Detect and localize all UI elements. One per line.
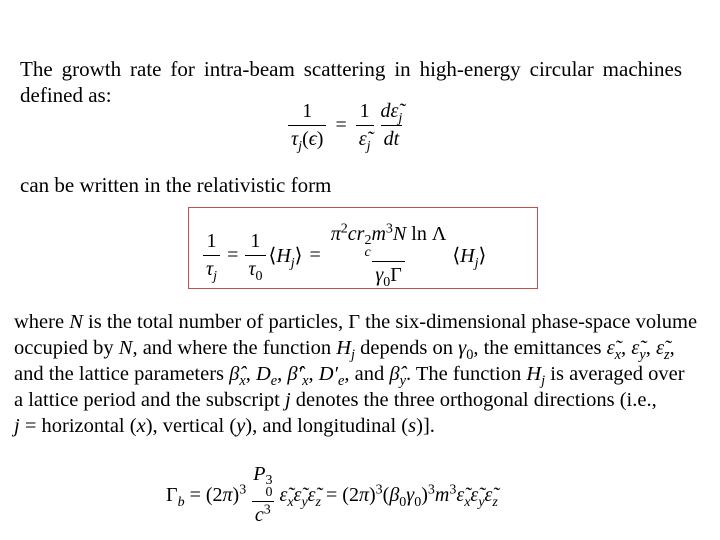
box-rhs-fraction: $\pi^2cr$ 2 c $m^3N$ ln Λ $\gamma_0\Gamma$ <box>330 221 447 290</box>
definition-paragraph <box>14 309 708 439</box>
boxed-equation: $\frac{1}{\tau_j}$ = $\frac{1}{\tau_0}$ $⟨H_j⟩$ = $\pi^2cr$ 2 c $m^3N$ ln Λ $\gamma_0\Gamma$ $⟨H_j⟩$ <box>203 223 486 287</box>
definition-line-2: occupied by N, and where the function $H_j$ depends on $\gamma_0$, the emittances $\varepsiloñ_x$, $\varepsiloñ_y$, $\varepsiloñ_z$, <box>14 337 675 364</box>
box-mid-fraction: $\frac{1}{\tau_0}$ <box>245 230 265 281</box>
relativistic-intro-text: can be written in the relativistic form <box>20 173 332 197</box>
definition-line-5: j = horizontal (x), vertical (y), and longitudinal (s)]. <box>14 415 435 437</box>
intro-text: The growth rate for intra-beam scattering in high-energy circular machines defined as: <box>20 57 682 107</box>
definition-line-4: a lattice period and the subscript j denotes the three orthogonal directions (i.e., <box>14 389 657 411</box>
box-lhs-fraction: $\frac{1}{\tau_j}$ <box>203 230 220 281</box>
rhs-fraction-2: $\frac{d\varepsiloñ_j}{dt}$ <box>380 100 403 150</box>
phase-space-volume-equation: $\Gamma_b = (2\pi)^3$ P 3 0 $c^3$ $\varepsiloñ_x\varepsiloñ_y\varepsiloñ_z$ = $(2\pi)^3(\beta_0\gamma_0)^3m^3\varepsiloñ_x\varepsiloñ_y\varepsiloñ_z$ <box>166 463 498 526</box>
lhs-fraction: $\frac{1}{\tau_j(\epsilon)}$ <box>288 100 326 151</box>
rhs-fraction-1: $\frac{1}{\varepsiloñ_j}$ <box>356 100 374 151</box>
definition-line-1: where N is the total number of particles, Γ the six-dimensional phase-space volume <box>14 311 698 333</box>
definition-line-3: and the lattice parameters $\betâ_x$, $D_e$, $\betâ'_x$, $D'_e$, and $\betâ_y$. The function $H_j$ is averaged over <box>14 363 685 390</box>
growth-rate-equation: $\frac{1}{\tau_j(\epsilon)}$ = $\frac{1}{\varepsiloñ_j}$ $\frac{d\varepsiloñ_j}{dt}$ <box>288 100 405 151</box>
momentum-fraction: P 3 0 $c^3$ <box>253 463 273 526</box>
